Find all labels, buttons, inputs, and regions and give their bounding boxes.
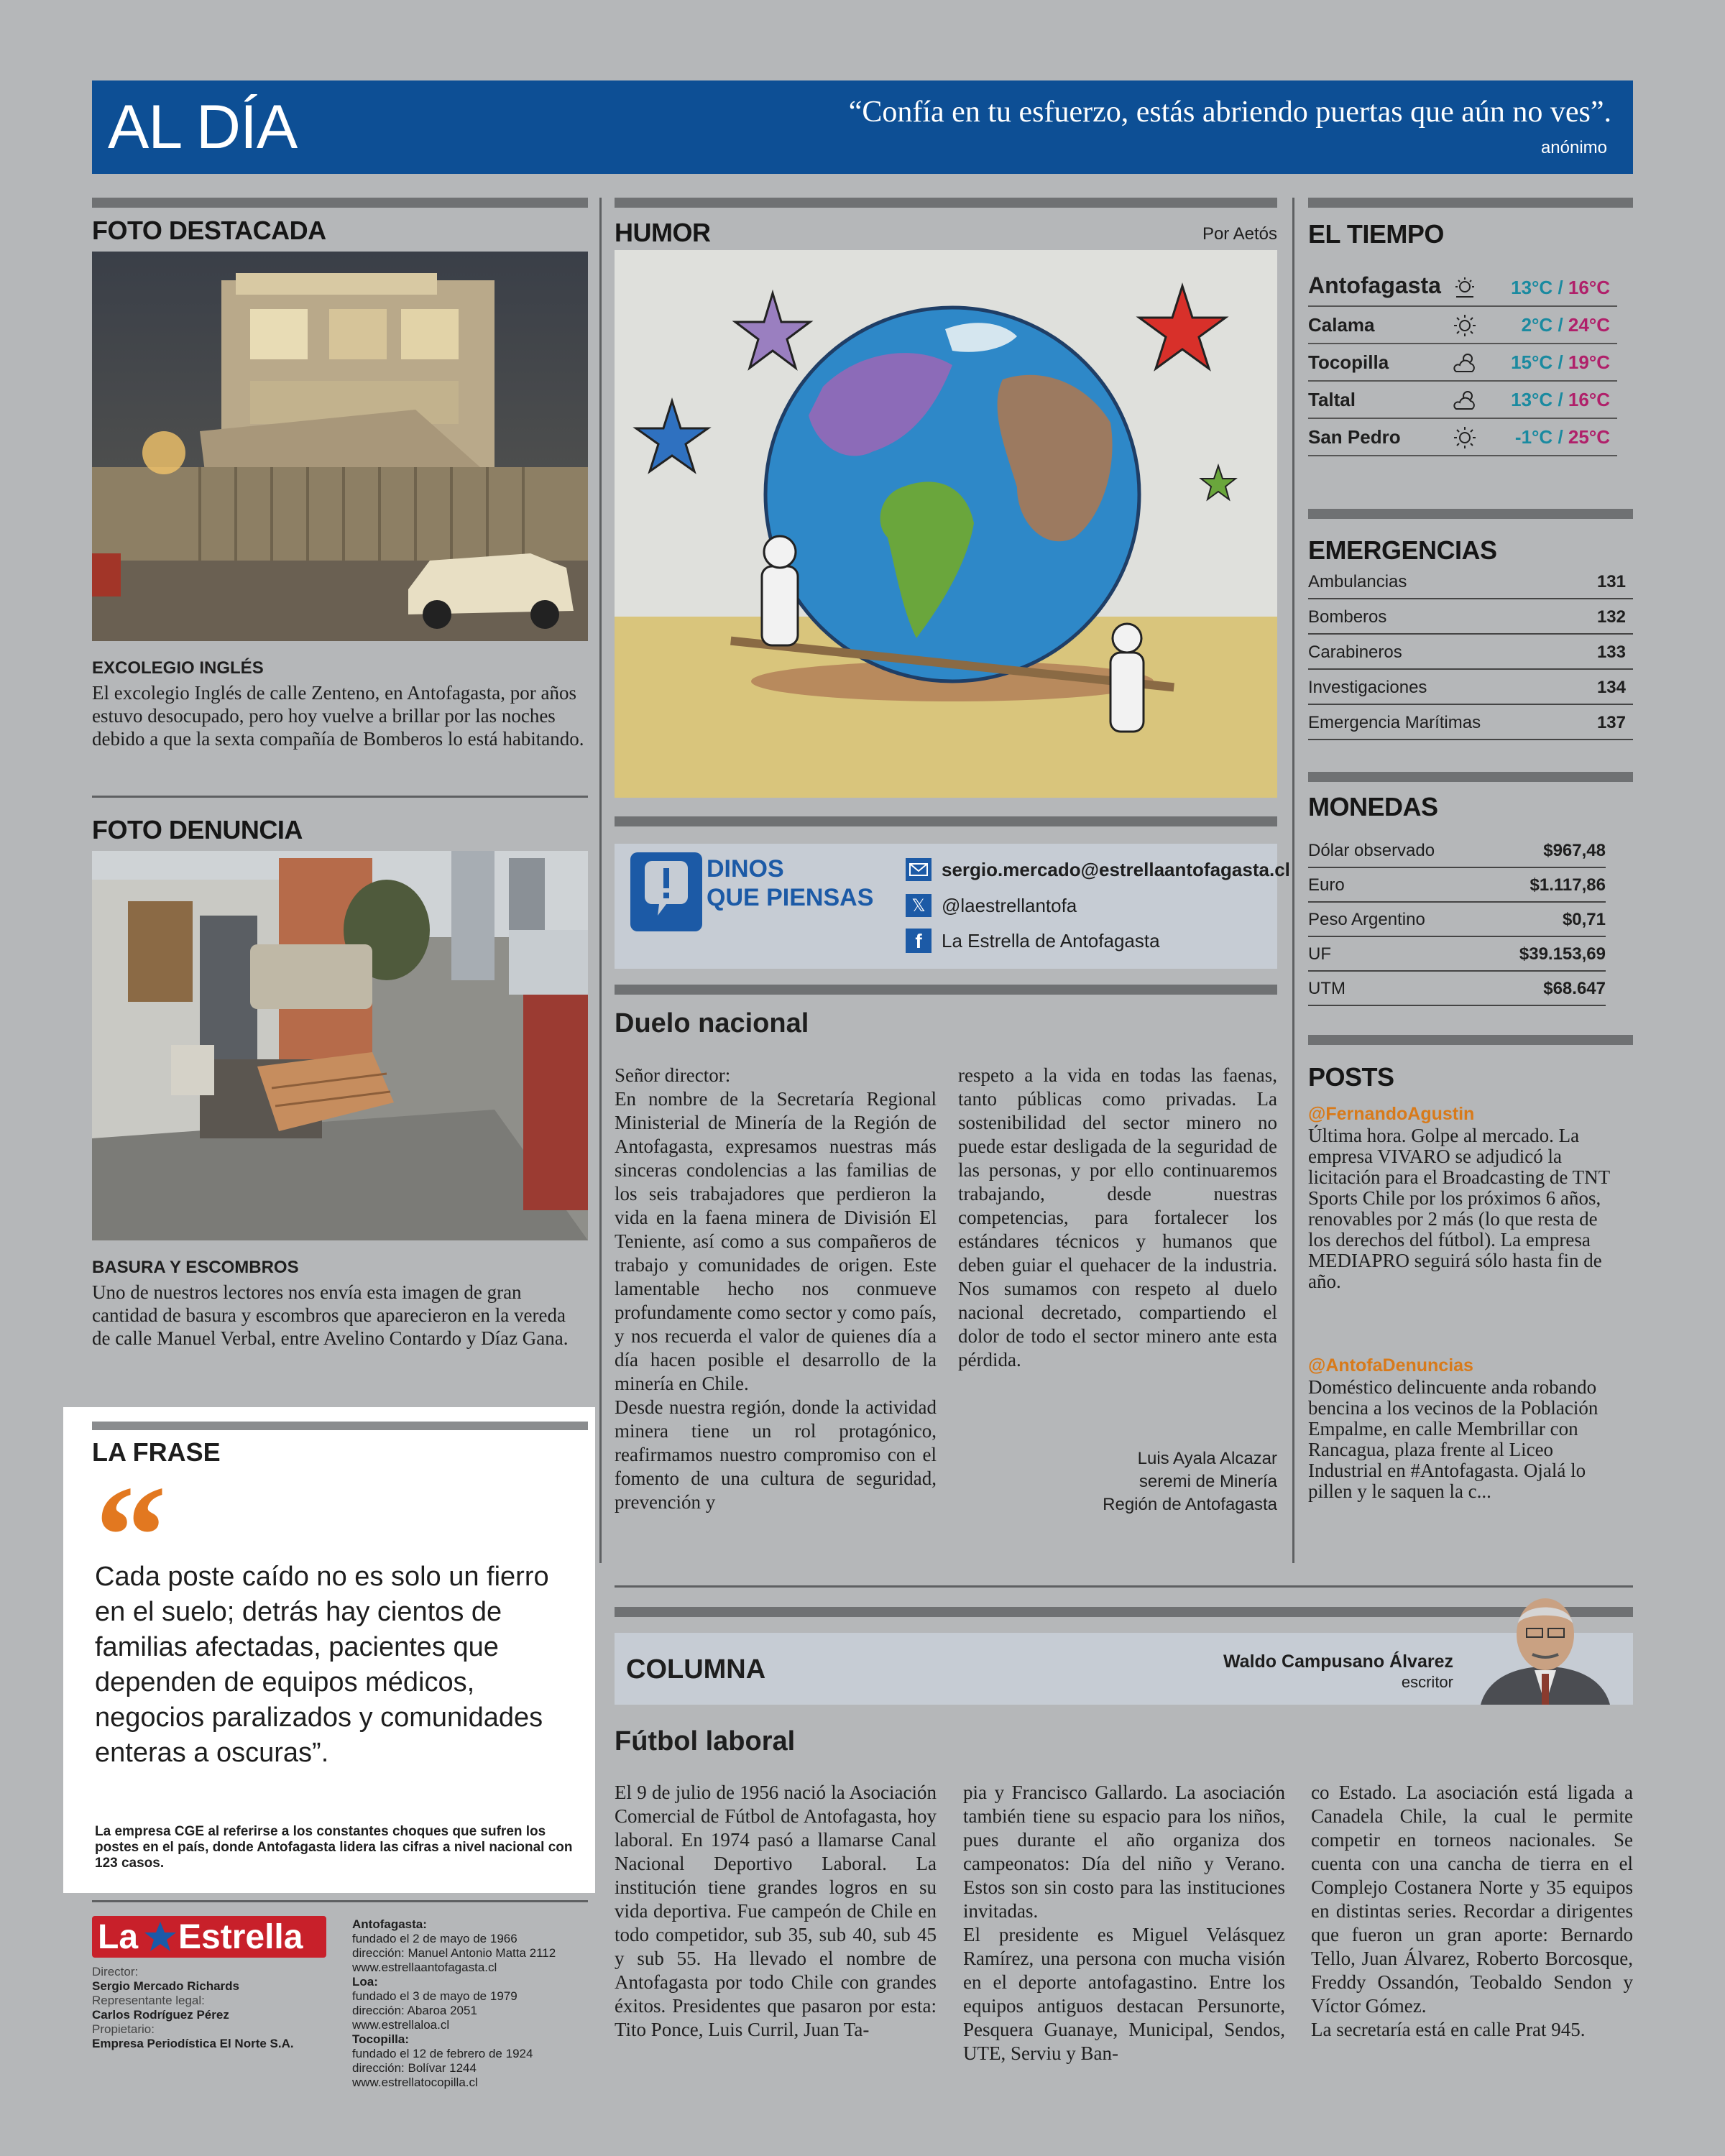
header-banner	[92, 80, 1633, 174]
emergency-row	[1308, 672, 1633, 705]
rule	[615, 198, 1277, 208]
weather-heading: EL TIEMPO	[1308, 219, 1444, 249]
contact-email[interactable]: sergio.mercado@estrellaantofagasta.cl	[942, 859, 1290, 880]
currency-label: Dólar observado	[1308, 841, 1435, 860]
monedas-heading: MONEDAS	[1308, 792, 1438, 821]
estrella-logo	[92, 1916, 326, 1958]
duelo-col1: Señor director: En nombre de la Secretaría Regional Ministerial de Minería de la Región de Antofagasta, expresamos nuestras más sinceras condolencias a las familias de los seis trabajadores que perdieron la vida en la faena minera de División El Teniente, así como a sus compañeros de trabajo y comunidades de origen. Este lamentable hecho nos conmueve profundamente como sector y como país, y nos recuerda el valor de quienes día a día hacen posible el desarrollo de la minería en Chile. Desde nuestra región, donde la actividad minera tiene un rol protagónico, reafirmamos nuestro compromiso con el fomento de una cultura de seguridad, prevención y	[615, 1064, 937, 1513]
cloud-sun-icon	[1452, 387, 1478, 413]
monedas-table	[1308, 835, 1606, 1015]
post-handle[interactable]: @FernandoAgustin	[1308, 1104, 1475, 1124]
edition-line: dirección: Abaroa 2051	[352, 2004, 477, 2017]
duelo-col2: respeto a la vida en todas las faenas, tanto públicas como privadas. La sostenibilidad del sector minero no puede estar desligada de la seguridad de las personas, y por ello continuaremos trabajando, desde nuestras competencias, para fortalecer los estándares técnicos y humanos que deben guiar el quehacer de la industria. Nos sumamos con respeto al duelo nacional decretado, compartiendo el dolor de todo el sector minero ante esta pérdida.	[958, 1064, 1277, 1370]
star-icon	[144, 1920, 177, 1953]
weather-row	[1308, 382, 1617, 419]
rule	[92, 198, 588, 208]
emergency-row	[1308, 707, 1633, 740]
foto-denuncia-caption-title: BASURA Y ESCOMBROS	[92, 1258, 299, 1277]
currency-value: $39.153,69	[1519, 944, 1606, 964]
rule	[92, 1422, 588, 1430]
rule	[615, 985, 1277, 995]
columna-author: Waldo Campusano Álvarez	[1223, 1651, 1453, 1672]
sun-icon	[1452, 313, 1478, 338]
edition-link[interactable]: www.estrellaloa.cl	[352, 2018, 450, 2032]
weather-city: Tocopilla	[1308, 351, 1389, 373]
edition-line: dirección: Bolívar 1244	[352, 2061, 477, 2075]
emergency-label: Ambulancias	[1308, 572, 1407, 591]
director-label: Director:	[92, 1965, 139, 1978]
currency-value: $0,71	[1562, 910, 1606, 929]
columna-col3: co Estado. La asociación está ligada a Canadela Chile, la cual le permite competir en torneos nacionales. Se cuenta con una cancha de tierra en el Complejo Costanera Norte y 35 equipos en distintas series. Recordar a dirigentes que fueron un gran aporte: Bernardo Tello, Juan Álvarez, Roberto Borcosque, Freddy Ossandón, Teobaldo Sendon y Víctor Gómez. La secretaría está en calle Prat 945.	[1311, 1782, 1633, 2040]
foto-destacada-caption-title: EXCOLEGIO INGLÉS	[92, 658, 264, 678]
weather-temp: 15°C / 19°C	[1511, 351, 1610, 373]
rule	[615, 816, 1277, 826]
columna-col2: pia y Francisco Gallardo. La asociación también tiene su espacio para los niños, pues durante el año organiza dos campeonatos: Día del niño y Verano. Estos son sin costo para las instituciones invitadas. El presidente es Miguel Velásquez Ramírez, una persona con mucha visión en el deporte antofagastino. Entre los equipos antiguos destacan Persunorte, Pesquera Guanaye, Municipal, Sendos, UTE, Serviu y Ban-	[963, 1782, 1285, 2064]
emergency-row	[1308, 637, 1633, 670]
header-quote-author: anónimo	[1540, 138, 1607, 157]
divider	[92, 1900, 588, 1902]
currency-value: $68.647	[1543, 979, 1606, 998]
contact-title-1: DINOS	[707, 855, 784, 883]
sun-icon	[1452, 425, 1478, 451]
foto-denuncia-caption: Uno de nuestros lectores nos envía esta imagen de gran cantidad de basura y escombros que aparecieron en la vereda de calle Manuel Verbal, entre Avelino Contardo y Díaz Gana.	[92, 1281, 569, 1349]
currency-value: $1.117,86	[1530, 875, 1606, 895]
currency-label: UTM	[1308, 979, 1346, 998]
weather-row	[1308, 419, 1617, 456]
foto-destacada-caption: El excolegio Inglés de calle Zenteno, en Antofagasta, por años estuvo desocupado, pero hoy vuelve a brillar por las noches debido a que la sexta compañía de Bomberos lo está habitando.	[92, 682, 584, 750]
author-photo	[1473, 1591, 1617, 1705]
contact-box	[615, 844, 1290, 969]
foto-denuncia-heading: FOTO DENUNCIA	[92, 815, 303, 844]
divider	[92, 796, 588, 798]
exclamation-icon	[645, 861, 688, 918]
section-title: AL DÍA	[108, 93, 298, 162]
emergency-number: 137	[1596, 713, 1626, 732]
emergency-label: Carabineros	[1308, 642, 1402, 662]
emergency-number: 134	[1596, 678, 1626, 697]
post-text: Última hora. Golpe al mercado. La empresa VIVARO se adjudicó la licitación para el Broadcasting de TNT Sports Chile por los próximos 6 años, renovables por 2 más (lo que resta de los derechos del fútbol). La empresa MEDIAPRO seguirá sólo hasta fin de año.	[1308, 1125, 1610, 1292]
logo-la: La	[98, 1918, 139, 1956]
currency-value: $967,48	[1543, 841, 1606, 860]
currency-row	[1308, 835, 1606, 868]
emergency-number: 132	[1596, 607, 1626, 627]
emergency-label: Bomberos	[1308, 607, 1387, 627]
currency-label: Peso Argentino	[1308, 910, 1425, 929]
humor-heading: HUMOR	[615, 218, 711, 247]
signer-region: Región de Antofagasta	[1103, 1495, 1277, 1514]
duelo-title: Duelo nacional	[615, 1008, 809, 1038]
foto-destacada-heading: FOTO DESTACADA	[92, 216, 326, 245]
edition-line: dirección: Manuel Antonio Matta 2112	[352, 1946, 556, 1960]
weather-table	[1308, 270, 1617, 456]
owner-label: Propietario:	[92, 2022, 155, 2036]
la-frase-heading: LA FRASE	[92, 1437, 221, 1467]
rep-label: Representante legal:	[92, 1994, 205, 2007]
facebook-icon: f	[906, 929, 932, 953]
signer-role: seremi de Minería	[1138, 1472, 1277, 1491]
currency-row	[1308, 973, 1606, 1006]
signer-name: Luis Ayala Alcazar	[1137, 1449, 1277, 1468]
currency-label: Euro	[1308, 875, 1345, 895]
la-frase-box	[63, 1407, 595, 1893]
rule	[1308, 198, 1633, 208]
column-separator	[1292, 198, 1294, 1563]
rep-name: Carlos Rodríguez Pérez	[92, 2008, 229, 2022]
contact-title-2: QUE PIENSAS	[707, 884, 874, 911]
humor-author: Por Aetós	[1202, 224, 1277, 244]
emergencias-heading: EMERGENCIAS	[1308, 535, 1497, 565]
speech-bubble-icon	[630, 852, 702, 931]
weather-city: Calama	[1308, 314, 1375, 336]
la-frase-attribution: La empresa CGE al referirse a los constantes choques que sufren los postes en el país, donde Antofagasta lidera las cifras a nivel nacional con 123 casos.	[95, 1824, 573, 1871]
currency-label: UF	[1308, 944, 1331, 964]
weather-temp: 2°C / 24°C	[1521, 314, 1610, 336]
duelo-signature	[1035, 1447, 1277, 1516]
edition-line: fundado el 12 de febrero de 1924	[352, 2047, 533, 2060]
la-frase-quote: Cada poste caído no es solo un fierro en el suelo; detrás hay cientos de familias afectadas, pacientes que dependen de equipos médicos, negocios paralizados y comunidades enteras a oscuras”.	[95, 1562, 549, 1768]
emergency-row	[1308, 602, 1633, 635]
rule	[1308, 772, 1633, 782]
director-name: Sergio Mercado Richards	[92, 1979, 240, 1993]
emergency-number: 131	[1596, 572, 1626, 591]
rule	[1308, 1035, 1633, 1045]
contact-facebook[interactable]: La Estrella de Antofagasta	[942, 930, 1160, 952]
post-text: Doméstico delincuente anda robando bencina a los vecinos de la Población Empalme, en calle Membrillar con Rancagua, plaza frente al Liceo Industrial en #Antofagasta. Ojalá lo pillen y le saquen la c...	[1308, 1376, 1598, 1502]
edition-line: fundado el 3 de mayo de 1979	[352, 1989, 518, 2003]
logo-estrella: Estrella	[178, 1918, 303, 1956]
weather-city: Taltal	[1308, 389, 1356, 410]
quote-mark-icon: “	[95, 1457, 167, 1616]
columna-col1: El 9 de julio de 1956 nació la Asociación Comercial de Fútbol de Antofagasta, hoy laboral. En 1974 pasó a llamarse Canal Nacional Deportivo Laboral. La institución tiene grandes logros en su vida deportiva. Fue campeón de Chile en todo competidor, sub 35, sub 40, sub 45 y sub 55. Ha llevado el nombre de Antofagasta por todo Chile con grandes éxitos. Presidentes que pasaron por esta: Tito Ponce, Luis Curril, Juan Ta-	[615, 1782, 937, 2040]
emergencias-table	[1308, 566, 1633, 746]
weather-temp: -1°C / 25°C	[1514, 426, 1610, 448]
weather-city: San Pedro	[1308, 426, 1401, 448]
partly-sunny-icon	[1452, 275, 1478, 301]
edition-title: Tocopilla:	[352, 2032, 410, 2046]
post-handle[interactable]: @AntofaDenuncias	[1308, 1355, 1473, 1376]
columna-heading: COLUMNA	[626, 1654, 766, 1685]
edition-link[interactable]: www.estrellatocopilla.cl	[352, 2076, 478, 2089]
header-quote: “Confía en tu esfuerzo, estás abriendo puertas que aún no ves”.	[848, 96, 1611, 129]
posts-heading: POSTS	[1308, 1062, 1394, 1092]
foto-destacada-image	[92, 252, 588, 641]
footer-editions	[352, 1917, 589, 2090]
foto-denuncia-image	[92, 851, 588, 1240]
currency-row	[1308, 939, 1606, 972]
edition-title: Antofagasta:	[352, 1917, 427, 1931]
divider	[615, 1585, 1633, 1588]
weather-temp: 13°C / 16°C	[1511, 277, 1610, 298]
footer-staff	[92, 1965, 329, 2051]
emergency-number: 133	[1596, 642, 1626, 662]
mail-icon	[906, 858, 932, 881]
weather-city: Antofagasta	[1308, 272, 1441, 298]
emergency-label: Emergencia Marítimas	[1308, 713, 1481, 732]
weather-row	[1308, 307, 1617, 344]
currency-row	[1308, 870, 1606, 903]
owner-name: Empresa Periodística El Norte S.A.	[92, 2037, 294, 2050]
currency-row	[1308, 904, 1606, 937]
contact-x-handle[interactable]: @laestrellantofa	[942, 895, 1077, 916]
humor-cartoon	[615, 250, 1277, 798]
columna-title: Fútbol laboral	[615, 1726, 796, 1756]
x-icon: 𝕏	[906, 894, 932, 917]
emergency-row	[1308, 566, 1633, 599]
column-separator	[599, 198, 602, 1563]
weather-row	[1308, 270, 1617, 307]
edition-title: Loa:	[352, 1975, 378, 1989]
emergency-label: Investigaciones	[1308, 678, 1427, 697]
cloud-sun-icon	[1452, 350, 1478, 376]
weather-temp: 13°C / 16°C	[1511, 389, 1610, 410]
edition-link[interactable]: www.estrellaantofagasta.cl	[352, 1961, 497, 1974]
columna-author-role: escritor	[1401, 1673, 1453, 1691]
edition-line: fundado el 2 de mayo de 1966	[352, 1932, 518, 1945]
weather-row	[1308, 344, 1617, 382]
rule	[1308, 509, 1633, 519]
